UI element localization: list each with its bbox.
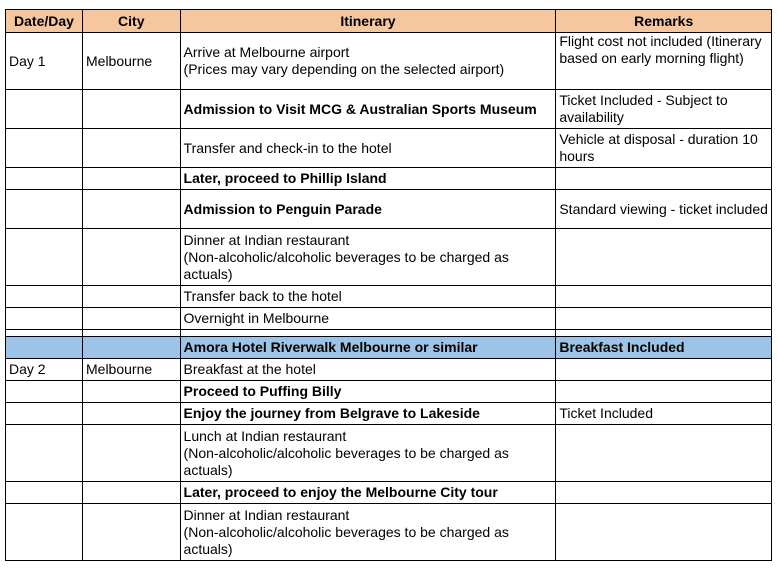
table-row [6,359,772,381]
day-cell: Day 2 [6,359,83,381]
day-cell [6,168,83,190]
day-cell [6,337,83,359]
table-row [6,90,772,129]
day-cell [6,90,83,129]
itinerary-note: (Non-alcoholic/alcoholic beverages to be charged as actuals) [183,523,509,557]
city-cell [83,286,181,308]
remark-cell [556,482,772,504]
city-cell [83,229,181,286]
table-row [6,33,772,90]
day-cell [6,425,83,482]
remark-cell [556,504,772,561]
remark-cell [556,286,772,308]
city-cell [83,90,181,129]
remark-cell [556,308,772,330]
itinerary-cell: Transfer and check-in to the hotel [180,129,556,168]
table-row [6,504,772,561]
header-remarks: Remarks [556,10,772,33]
day-cell [6,308,83,330]
itinerary-cell: Overnight in Melbourne [180,308,556,330]
table-row [6,229,772,286]
itinerary-cell: Later, proceed to Phillip Island [180,168,556,190]
table-row [6,482,772,504]
day-cell [6,229,83,286]
day-cell [6,504,83,561]
header-row [6,10,772,33]
city-cell [83,168,181,190]
itinerary-line: Dinner at Indian restaurant [183,506,350,523]
itinerary-cell: Transfer back to the hotel [180,286,556,308]
itinerary-line: Dinner at Indian restaurant [183,231,350,248]
itinerary-cell: Admission to Penguin Parade [180,190,556,229]
spacer-cell [83,330,181,337]
remark-cell [556,229,772,286]
spacer-cell [6,330,83,337]
hotel-name: Amora Hotel Riverwalk Melbourne or similar [180,337,556,359]
itinerary-cell: Enjoy the journey from Belgrave to Lakeside [180,403,556,425]
city-cell [83,190,181,229]
itinerary-cell: Admission to Visit MCG & Australian Sports Museum [180,90,556,129]
city-cell: Melbourne [83,33,181,90]
remark-cell [556,425,772,482]
remark-cell: Flight cost not included (Itinerary based on early morning flight) [556,33,772,90]
hotel-remark: Breakfast Included [556,337,772,359]
day-cell [6,403,83,425]
itinerary-cell [180,504,556,561]
day-cell [6,129,83,168]
remark-cell: Vehicle at disposal - duration 10 hours [556,129,772,168]
city-cell [83,129,181,168]
city-cell [83,403,181,425]
itinerary-cell [180,33,556,90]
itinerary-cell: Later, proceed to enjoy the Melbourne City tour [180,482,556,504]
remark-cell: Ticket Included - Subject to availability [556,90,772,129]
remark-cell: Ticket Included [556,403,772,425]
itinerary-note: (Non-alcoholic/alcoholic beverages to be charged as actuals) [183,444,509,478]
city-cell [83,308,181,330]
table-row [6,286,772,308]
day-cell [6,482,83,504]
itinerary-note: (Prices may vary depending on the selected airport) [183,61,505,77]
itinerary-line: Lunch at Indian restaurant [183,427,347,444]
remark-cell [556,168,772,190]
table-row [6,168,772,190]
day-cell: Day 1 [6,33,83,90]
city-cell [83,337,181,359]
day-cell [6,190,83,229]
table-row [6,308,772,330]
header-day: Date/Day [6,10,83,33]
header-itinerary: Itinerary [180,10,556,33]
table-row [6,381,772,403]
itinerary-cell [180,229,556,286]
itinerary-cell: Breakfast at the hotel [180,359,556,381]
spacer-row [6,330,772,337]
remark-cell [556,359,772,381]
itinerary-cell: Proceed to Puffing Billy [180,381,556,403]
table-row [6,129,772,168]
itinerary-cell [180,425,556,482]
table-row [6,190,772,229]
day-cell [6,286,83,308]
city-cell [83,482,181,504]
city-cell [83,381,181,403]
header-city: City [83,10,181,33]
city-cell: Melbourne [83,359,181,381]
itinerary-line: Arrive at Melbourne airport [183,44,350,60]
remark-cell: Standard viewing - ticket included [556,190,772,229]
city-cell [83,504,181,561]
table-row [6,403,772,425]
itinerary-table [5,9,772,561]
spacer-cell [180,330,556,337]
table-row [6,425,772,482]
itinerary-note: (Non-alcoholic/alcoholic beverages to be charged as actuals) [183,248,509,282]
city-cell [83,425,181,482]
spacer-cell [556,330,772,337]
remark-cell [556,381,772,403]
day-cell [6,381,83,403]
hotel-row [6,337,772,359]
